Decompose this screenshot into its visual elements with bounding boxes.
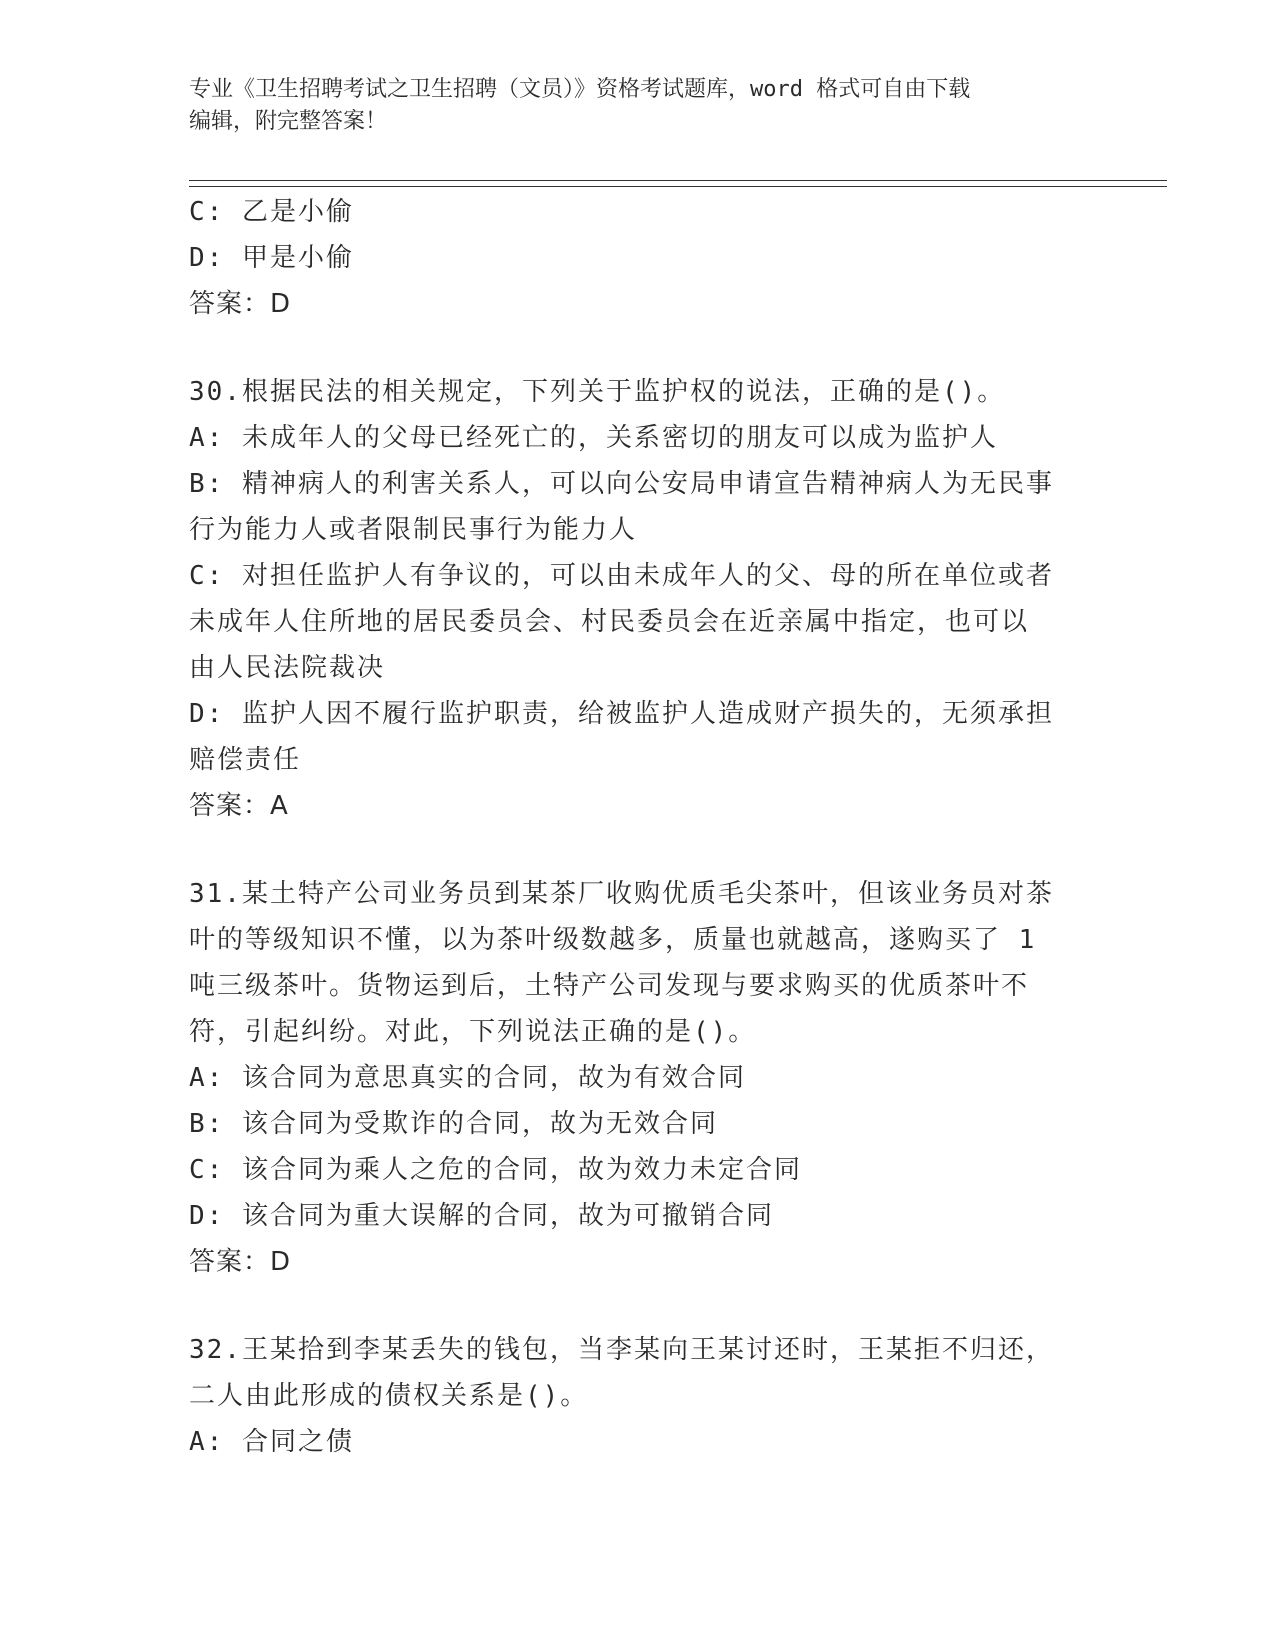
question-line: 行为能力人或者限制民事行为能力人 (189, 515, 638, 545)
question-line: 由人民法院裁决 (189, 653, 386, 683)
question-line: 32.王某拾到李某丢失的钱包，当李某向王某讨还时，王某拒不归还， (189, 1335, 1054, 1365)
question-line: D: 该合同为重大误解的合同，故为可撤销合同 (189, 1201, 774, 1231)
option-label: D: (189, 243, 225, 273)
question-line: 叶的等级知识不懂，以为茶叶级数越多，质量也就越高，遂购买了 1 (189, 925, 1037, 955)
answer-line: 答案：D (189, 1247, 292, 1277)
option-text: 乙是小偷 (241, 197, 354, 227)
option-label: C: (189, 197, 225, 227)
header-divider-bottom (189, 186, 1167, 187)
question-line: 二人由此形成的债权关系是()。 (189, 1381, 589, 1411)
question-line: D: 监护人因不履行监护职责，给被监护人造成财产损失的，无须承担 (189, 699, 1054, 729)
spacer (189, 1285, 1089, 1327)
header-line-1: 专业《卫生招聘考试之卫生招聘（文员）》资格考试题库，word 格式可自由下载 (189, 77, 971, 102)
question-line: 吨三级茶叶。货物运到后，土特产公司发现与要求购买的优质茶叶不 (189, 971, 1030, 1001)
question-line: 符，引起纠纷。对此，下列说法正确的是()。 (189, 1017, 757, 1047)
question-line: A: 该合同为意思真实的合同，故为有效合同 (189, 1063, 746, 1093)
question-31 (189, 871, 1089, 1285)
prev-question (189, 189, 1089, 327)
question-32 (189, 1327, 1089, 1465)
spacer (189, 829, 1089, 871)
option-line (189, 189, 1089, 235)
question-line: 30.根据民法的相关规定，下列关于监护权的说法，正确的是()。 (189, 377, 1006, 407)
header-line-2: 编辑，附完整答案！ (189, 109, 388, 134)
header-divider-top (189, 180, 1167, 181)
question-line: A: 未成年人的父母已经死亡的，关系密切的朋友可以成为监护人 (189, 423, 998, 453)
question-line: B: 精神病人的利害关系人，可以向公安局申请宣告精神病人为无民事 (189, 469, 1054, 499)
option-line (189, 235, 1089, 281)
question-line: B: 该合同为受欺诈的合同，故为无效合同 (189, 1109, 718, 1139)
question-line: 31.某土特产公司业务员到某茶厂收购优质毛尖茶叶，但该业务员对茶 (189, 879, 1054, 909)
page-header (189, 74, 1089, 138)
answer-line: 答案：D (189, 289, 292, 319)
question-line: C: 对担任监护人有争议的，可以由未成年人的父、母的所在单位或者 (189, 561, 1054, 591)
question-line: 未成年人住所地的居民委员会、村民委员会在近亲属中指定，也可以 (189, 607, 1030, 637)
question-line: 赔偿责任 (189, 745, 302, 775)
question-line: A: 合同之债 (189, 1427, 354, 1457)
question-line: C: 该合同为乘人之危的合同，故为效力未定合同 (189, 1155, 802, 1185)
question-content (189, 189, 1089, 1465)
answer-line: 答案：A (189, 791, 289, 821)
spacer (189, 327, 1089, 369)
question-30 (189, 369, 1089, 829)
option-text: 甲是小偷 (241, 243, 354, 273)
